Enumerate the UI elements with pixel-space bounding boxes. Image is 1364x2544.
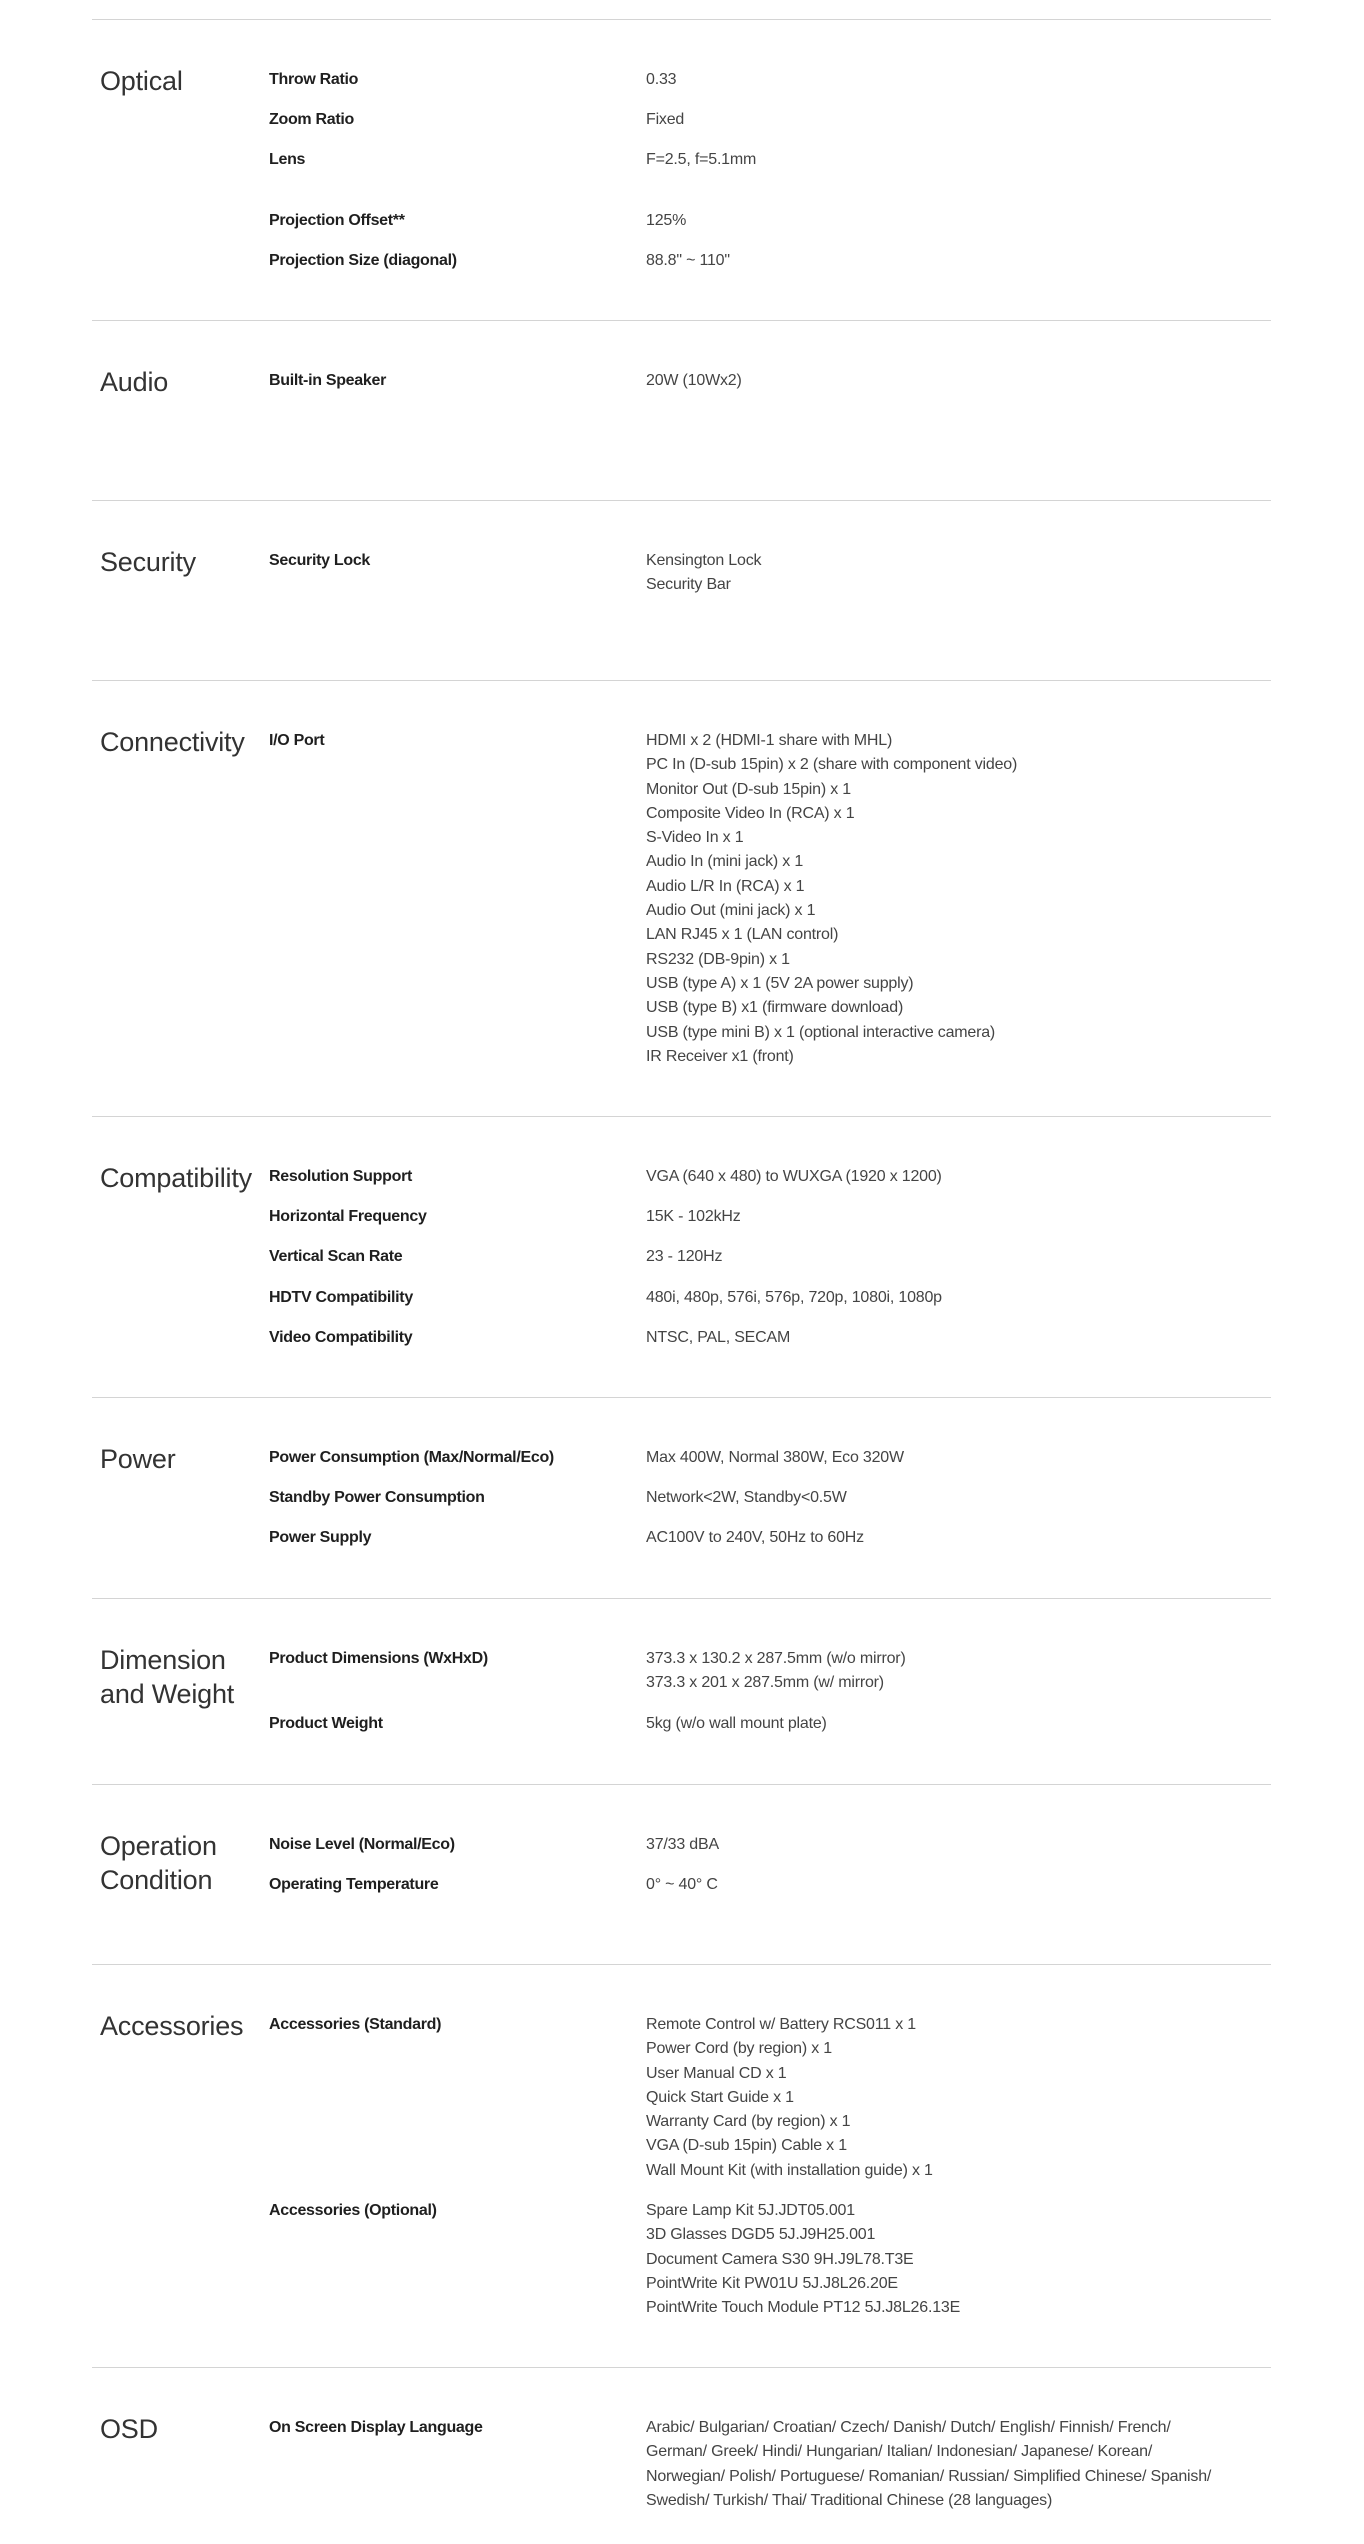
spec-value-line: 3D Glasses DGD5 5J.J9H25.001: [646, 2226, 876, 2244]
spec-row-product-dimensions-wxhxd: [269, 1647, 1271, 1696]
spec-value-line: Security Bar: [646, 576, 731, 594]
spec-row-on-screen-display-language: [269, 2416, 1271, 2513]
section-title: Audio: [100, 367, 169, 397]
spec-values: [646, 729, 1271, 1069]
spec-label: Projection Size (diagonal): [269, 252, 457, 269]
spec-value-line: 20W (10Wx2): [646, 372, 742, 389]
section-title: Accessories: [100, 2011, 244, 2041]
spec-value-line: Audio L/R In (RCA) x 1: [646, 877, 805, 895]
spec-row-accessories-standard: [269, 2013, 1271, 2183]
spec-section-dimension-weight: [92, 1598, 1271, 1784]
spec-row-projection-size-diagonal: [269, 249, 1271, 273]
spec-section-compatibility: [92, 1116, 1271, 1397]
spec-row-product-weight: [269, 1712, 1271, 1736]
spec-value-line: 373.3 x 130.2 x 287.5mm (w/o mirror): [646, 1650, 906, 1667]
spec-value-line: PointWrite Touch Module PT12 5J.J8L26.13E: [646, 2299, 961, 2317]
spec-values: [646, 2416, 1271, 2513]
spec-value-line: 373.3 x 201 x 287.5mm (w/ mirror): [646, 1674, 884, 1692]
spec-value-line: USB (type B) x1 (firmware download): [646, 999, 904, 1017]
spec-value-line: 37/33 dBA: [646, 1836, 719, 1853]
spec-value-line: USB (type A) x 1 (5V 2A power supply): [646, 974, 914, 992]
section-title: Security: [100, 547, 196, 577]
section-title: OSD: [100, 2414, 158, 2444]
spec-values: [646, 1647, 1271, 1696]
spec-value-line: AC100V to 240V, 50Hz to 60Hz: [646, 1529, 864, 1546]
spec-value-line: Wall Mount Kit (with installation guide) x 1: [646, 2161, 933, 2179]
spec-value-line: 480i, 480p, 576i, 576p, 720p, 1080i, 1080p: [646, 1289, 942, 1306]
spec-value-line: F=2.5, f=5.1mm: [646, 151, 757, 168]
spec-row-vertical-scan-rate: [269, 1245, 1271, 1269]
spec-value-line: 0° ~ 40° C: [646, 1876, 718, 1893]
spec-value-line: User Manual CD x 1: [646, 2064, 787, 2082]
spec-values: [646, 148, 1271, 172]
spec-label: HDTV Compatibility: [269, 1289, 413, 1306]
spec-row-hdtv-compatibility: [269, 1286, 1271, 1310]
spec-row-throw-ratio: [269, 68, 1271, 92]
spec-values: [646, 1165, 1271, 1189]
spec-section-audio: [92, 320, 1271, 500]
spec-label: Power Consumption (Max/Normal/Eco): [269, 1449, 554, 1466]
spec-section-operation-condition: [92, 1784, 1271, 1964]
spec-label: Operating Temperature: [269, 1876, 439, 1893]
spec-value-line: Remote Control w/ Battery RCS011 x 1: [646, 2016, 916, 2033]
spec-values: [646, 1326, 1271, 1350]
spec-label: Throw Ratio: [269, 71, 359, 88]
spec-label: Video Compatibility: [269, 1329, 413, 1346]
spec-section-security: [92, 500, 1271, 680]
spec-value-line: Monitor Out (D-sub 15pin) x 1: [646, 780, 851, 798]
spec-value-line: Quick Start Guide x 1: [646, 2088, 794, 2106]
spec-row-resolution-support: [269, 1165, 1271, 1189]
spec-values: [646, 209, 1271, 233]
spec-value-line: IR Receiver x1 (front): [646, 1047, 794, 1065]
spec-label: Standby Power Consumption: [269, 1489, 485, 1506]
spec-section-connectivity: [92, 680, 1271, 1116]
spec-row-zoom-ratio: [269, 108, 1271, 132]
spec-value-line: VGA (D-sub 15pin) Cable x 1: [646, 2137, 847, 2155]
spec-value-line: Swedish/ Turkish/ Thai/ Traditional Chinese (28 languages): [646, 2491, 1053, 2509]
spec-section-accessories: [92, 1964, 1271, 2367]
spec-value-line: 88.8" ~ 110": [646, 252, 730, 269]
spec-values: [646, 1486, 1271, 1510]
spec-row-standby-power-consumption: [269, 1486, 1271, 1510]
spec-label: Accessories (Standard): [269, 2016, 442, 2033]
spec-value-line: S-Video In x 1: [646, 829, 744, 847]
spec-row-built-in-speaker: [269, 369, 1271, 393]
spec-value-line: USB (type mini B) x 1 (optional interactive camera): [646, 1023, 996, 1041]
spec-values: [646, 68, 1271, 92]
spec-value-line: Power Cord (by region) x 1: [646, 2040, 832, 2058]
spec-value-line: VGA (640 x 480) to WUXGA (1920 x 1200): [646, 1168, 942, 1185]
spec-value-line: NTSC, PAL, SECAM: [646, 1329, 791, 1346]
spec-label: On Screen Display Language: [269, 2419, 483, 2436]
spec-value-line: HDMI x 2 (HDMI-1 share with MHL): [646, 732, 893, 749]
spec-values: [646, 249, 1271, 273]
spec-value-line: Document Camera S30 9H.J9L78.T3E: [646, 2250, 914, 2268]
spec-values: [646, 1526, 1271, 1550]
spec-label: Resolution Support: [269, 1168, 413, 1185]
spec-value-line: Kensington Lock: [646, 552, 762, 569]
spec-row-projection-offset: [269, 209, 1271, 233]
spec-label: Projection Offset**: [269, 212, 405, 229]
spec-label: I/O Port: [269, 732, 325, 749]
spec-row-noise-level-normal-eco: [269, 1833, 1271, 1857]
spec-value-line: Audio Out (mini jack) x 1: [646, 902, 816, 920]
spec-value-line: PC In (D-sub 15pin) x 2 (share with component video): [646, 756, 1018, 774]
spec-value-line: Spare Lamp Kit 5J.JDT05.001: [646, 2202, 855, 2219]
spec-value-line: 15K - 102kHz: [646, 1208, 741, 1225]
spec-value-line: RS232 (DB-9pin) x 1: [646, 950, 790, 968]
spec-values: [646, 549, 1271, 598]
spec-label: Power Supply: [269, 1529, 372, 1546]
spec-values: [646, 1833, 1271, 1857]
section-title: Connectivity: [100, 727, 245, 757]
spec-value-line: Norwegian/ Polish/ Portuguese/ Romanian/ Russian/ Simplified Chinese/ Spanish/: [646, 2467, 1212, 2485]
spec-label: Vertical Scan Rate: [269, 1248, 403, 1265]
spec-value-line: 0.33: [646, 71, 677, 88]
spec-values: [646, 369, 1271, 393]
spec-value-line: PointWrite Kit PW01U 5J.J8L26.20E: [646, 2274, 898, 2292]
spec-section-osd: [92, 2367, 1271, 2543]
spec-values: [646, 1873, 1271, 1897]
spec-values: [646, 1286, 1271, 1310]
spec-values: [646, 108, 1271, 132]
spec-row-security-lock: [269, 549, 1271, 598]
spec-label: Horizontal Frequency: [269, 1208, 427, 1225]
spec-values: [646, 2199, 1271, 2320]
spec-row-video-compatibility: [269, 1326, 1271, 1350]
spec-label: Security Lock: [269, 552, 371, 569]
section-title: Optical: [100, 66, 183, 96]
spec-value-line: Audio In (mini jack) x 1: [646, 853, 804, 871]
section-title: Compatibility: [100, 1163, 252, 1193]
spec-value-line: 23 - 120Hz: [646, 1248, 723, 1265]
spec-value-line: 5kg (w/o wall mount plate): [646, 1715, 827, 1732]
spec-value-line: LAN RJ45 x 1 (LAN control): [646, 926, 839, 944]
spec-value-line: Max 400W, Normal 380W, Eco 320W: [646, 1449, 904, 1466]
spec-label: Zoom Ratio: [269, 111, 354, 128]
spec-value-line: Fixed: [646, 111, 685, 128]
spec-value-line: Network<2W, Standby<0.5W: [646, 1489, 847, 1506]
spec-row-power-supply: [269, 1526, 1271, 1550]
spec-values: [646, 1446, 1271, 1470]
spec-row-accessories-optional: [269, 2199, 1271, 2320]
spec-label: Accessories (Optional): [269, 2202, 437, 2219]
spec-label: Lens: [269, 151, 306, 168]
spec-values: [646, 1245, 1271, 1269]
spec-value-line: 125%: [646, 212, 687, 229]
spec-label: Built-in Speaker: [269, 372, 387, 389]
section-title: Power: [100, 1444, 176, 1474]
spec-section-optical: [92, 19, 1271, 320]
spec-values: [646, 1205, 1271, 1229]
spec-value-line: Composite Video In (RCA) x 1: [646, 804, 855, 822]
spec-row-operating-temperature: [269, 1873, 1271, 1897]
spec-value-line: German/ Greek/ Hindi/ Hungarian/ Italian/ Indonesian/ Japanese/ Korean/: [646, 2443, 1153, 2461]
spec-section-power: [92, 1397, 1271, 1598]
spec-row-i-o-port: [269, 729, 1271, 1069]
spec-values: [646, 2013, 1271, 2183]
spec-value-line: Arabic/ Bulgarian/ Croatian/ Czech/ Danish/ Dutch/ English/ Finnish/ French/: [646, 2419, 1171, 2436]
section-title: Operation Condition: [100, 1831, 217, 1895]
spec-table: [92, 19, 1271, 2543]
spec-values: [646, 1712, 1271, 1736]
spec-row-power-consumption-max-normal-eco: [269, 1446, 1271, 1470]
spec-label: Product Weight: [269, 1715, 383, 1732]
spec-value-line: Warranty Card (by region) x 1: [646, 2113, 851, 2131]
spec-row-lens: [269, 148, 1271, 172]
spec-label: Product Dimensions (WxHxD): [269, 1650, 488, 1667]
spec-row-horizontal-frequency: [269, 1205, 1271, 1229]
section-title: Dimension and Weight: [100, 1645, 235, 1709]
spec-label: Noise Level (Normal/Eco): [269, 1836, 455, 1853]
